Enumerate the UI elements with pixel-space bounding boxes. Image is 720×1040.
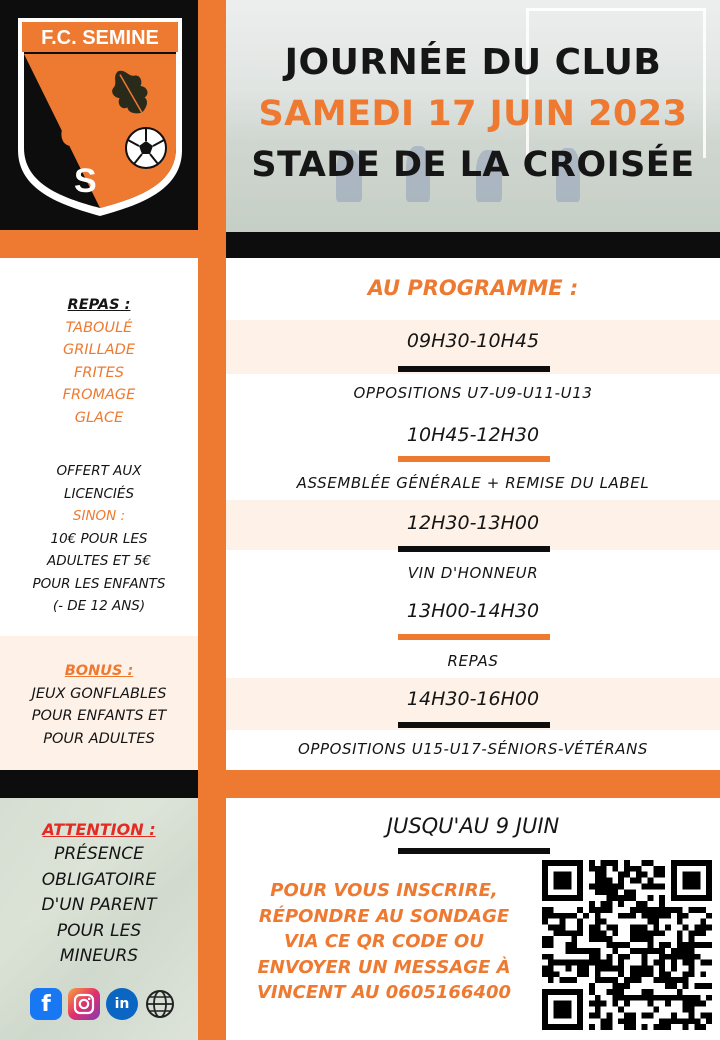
registration-deadline: JUSQU'AU 9 JUIN [386,814,560,838]
slot-divider [398,722,550,728]
meal-item: TABOULÉ [65,319,133,336]
instruction-line: VIA CE QR CODE OU [284,931,484,952]
slot-divider [398,456,550,462]
pricing-block [0,460,198,618]
meal-item: FROMAGE [62,387,136,403]
slot-time: 10H45-12H30 [406,424,540,446]
facebook-icon[interactable]: f [30,988,62,1020]
frame-vertical-bar [198,0,226,1040]
crest-initial-f: F [46,68,67,106]
price-text: POUR LES ENFANTS [32,575,166,592]
linkedin-icon[interactable]: in [106,988,138,1020]
left-info-column [0,258,198,770]
otherwise-label: SINON : [72,508,126,524]
frame-top-left-bar [0,230,198,258]
club-logo-panel [0,0,198,230]
slot-time: 14H30-16H00 [406,688,540,710]
event-venue: STADE DE LA CROISÉE [251,145,695,185]
price-text: ADULTES ET 5€ [47,553,151,569]
event-date: SAMEDI 17 JUIN 2023 [258,94,688,134]
slot-divider [398,546,550,552]
instruction-line: ENVOYER UN MESSAGE À [257,956,511,978]
registration-instructions [226,878,542,1006]
meal-item: GRILLADE [63,342,135,358]
slot-activity: ASSEMBLÉE GÉNÉRALE + REMISE DU LABEL [296,474,650,492]
social-links [30,988,176,1020]
price-text: (- DE 12 ANS) [52,598,146,614]
bonus-block [0,660,198,750]
club-name: F.C. SEMINE [41,27,159,49]
meal-item: GLACE [74,409,124,426]
bonus-text: JEUX GONFLABLES [31,685,167,702]
bonus-heading: BONUS : [64,663,134,679]
goal-frame-decoration [526,8,706,158]
attention-text: POUR LES [56,920,142,941]
slot-activity: OPPOSITIONS U7-U9-U11-U13 [353,384,593,402]
attention-text: PRÉSENCE [54,844,144,864]
instruction-line: POUR VOUS INSCRIRE, [270,880,498,901]
crest-initial-c: C [60,116,85,154]
attention-text: D'UN PARENT [41,895,157,915]
slot-activity: VIN D'HONNEUR [407,564,539,582]
price-text: 10€ POUR LES [50,530,148,547]
slot-divider [398,634,550,640]
frame-mid-left-bar [0,770,198,798]
instruction-line: RÉPONDRE AU SONDAGE [258,905,510,927]
slot-time: 09H30-10H45 [406,330,540,352]
slot-time: 13H00-14H30 [406,600,540,622]
offer-text: LICENCIÉS [63,485,135,502]
crest-initial-s: S [74,162,97,200]
offer-text: OFFERT AUX [56,463,142,479]
program-title: AU PROGRAMME : [367,276,579,300]
club-crest [0,0,198,230]
attention-block [0,818,198,970]
frame-top-right-bar [226,232,720,258]
hero-banner [226,0,720,232]
globe-icon[interactable] [144,988,176,1020]
slot-activity: REPAS [447,652,499,670]
meal-item: FRITES [74,364,124,381]
attention-text: MINEURS [59,946,139,966]
bonus-text: POUR ENFANTS ET [31,708,167,724]
frame-mid-right-bar [226,770,720,798]
bonus-text: POUR ADULTES [43,730,155,747]
meal-heading: REPAS : [67,297,131,313]
slot-activity: OPPOSITIONS U15-U17-SÉNIORS-VÉTÉRANS [297,740,649,758]
instruction-line: VINCENT AU 0605166400 [256,982,512,1003]
event-title: JOURNÉE DU CLUB [284,42,662,83]
registration-panel [226,798,720,1040]
program-panel [226,258,720,770]
slot-time: 12H30-13H00 [406,512,540,534]
meal-block [0,294,198,429]
attention-heading: ATTENTION : [42,820,156,839]
attention-text: OBLIGATOIRE [41,869,157,890]
soccer-ball-icon [126,128,166,168]
instagram-icon[interactable] [68,988,100,1020]
slot-divider [398,366,550,372]
deadline-divider [398,848,550,854]
qr-code-icon[interactable] [542,860,712,1030]
